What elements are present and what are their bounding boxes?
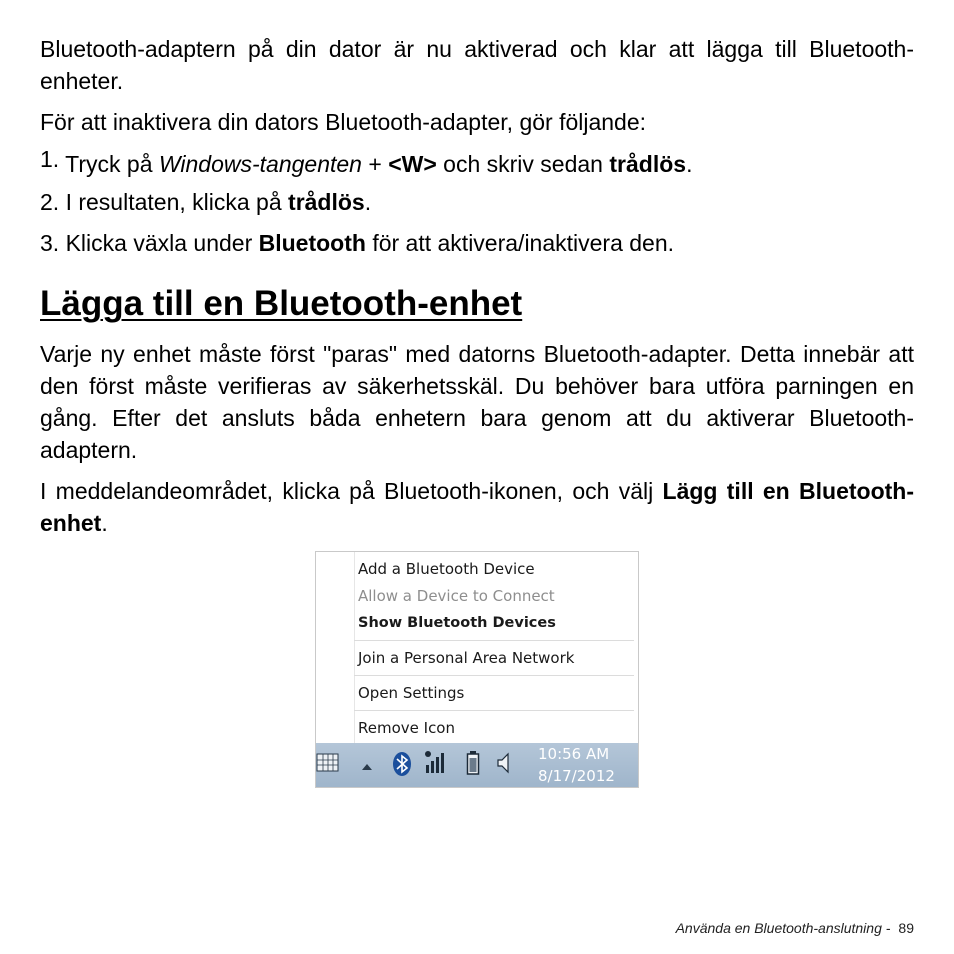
menu-item-show-devices[interactable]: Show Bluetooth Devices bbox=[358, 615, 556, 631]
step-2: 2. I resultaten, klicka på trådlös. bbox=[40, 189, 372, 215]
clock-time: 10:56 AM bbox=[538, 745, 610, 763]
intro-paragraph-2: För att inaktivera din dators Bluetooth-adapter, gör följande: bbox=[40, 109, 647, 135]
context-menu bbox=[316, 552, 638, 743]
footer-title: Använda en Bluetooth-anslutning - bbox=[675, 920, 891, 936]
section-paragraph-2: I meddelandeområdet, klicka på Bluetooth-ikonen, och välj Lägg till en Bluetooth-enhet. bbox=[40, 478, 914, 536]
bluetooth-text: Bluetooth bbox=[258, 230, 366, 256]
speaker-icon[interactable] bbox=[496, 750, 512, 784]
clock-date: 8/17/2012 bbox=[538, 767, 615, 785]
signal-icon[interactable] bbox=[424, 749, 446, 783]
wireless-text: trådlös bbox=[609, 151, 687, 177]
page-footer bbox=[676, 918, 914, 938]
keyboard-icon[interactable] bbox=[316, 752, 340, 782]
menu-item-add-device[interactable]: Add a Bluetooth Device bbox=[358, 560, 535, 578]
add-device-text: Lägg till en Bluetooth-enhet bbox=[40, 478, 914, 536]
menu-separator bbox=[354, 675, 634, 676]
step-1-number: 1. bbox=[40, 146, 60, 172]
wireless-text: trådlös bbox=[288, 189, 365, 215]
bluetooth-menu-screenshot bbox=[315, 551, 639, 788]
step-2-number: 2. bbox=[40, 189, 60, 215]
menu-item-open-settings[interactable]: Open Settings bbox=[358, 684, 465, 702]
menu-separator bbox=[354, 640, 634, 641]
menu-item-allow-device[interactable]: Allow a Device to Connect bbox=[358, 587, 555, 605]
intro-paragraph-1: Bluetooth-adaptern på din dator är nu aktiverad och klar att lägga till Bluetooth-enheter. bbox=[40, 36, 914, 94]
w-key-text: <W> bbox=[388, 151, 437, 177]
menu-item-join-pan[interactable]: Join a Personal Area Network bbox=[358, 649, 575, 667]
taskbar-clock[interactable] bbox=[538, 743, 615, 787]
step-3: 3. Klicka växla under Bluetooth för att aktivera/inaktivera den. bbox=[40, 230, 675, 256]
step-1: 1. Tryck på Windows-tangenten + <W> och skriv sedan trådlös. bbox=[40, 146, 693, 177]
menu-gutter bbox=[316, 552, 355, 743]
section-heading: Lägga till en Bluetooth-enhet bbox=[40, 284, 523, 323]
chevron-up-icon[interactable] bbox=[360, 755, 374, 781]
battery-icon[interactable] bbox=[466, 750, 480, 784]
menu-item-remove-icon[interactable]: Remove Icon bbox=[358, 719, 455, 737]
step-3-number: 3. bbox=[40, 230, 60, 256]
section-paragraph-1: Varje ny enhet måste först "paras" med datorns Bluetooth-adapter. Detta innebär att den först måste verifieras av säkerhetsskäl. Du behöver bara utföra parningen en gång. Efter det ansluts båda enhetern bara genom att du aktiverar Bluetooth-adaptern. bbox=[40, 341, 914, 463]
windows-key-text: Windows-tangenten bbox=[158, 151, 362, 177]
menu-separator bbox=[354, 710, 634, 711]
taskbar bbox=[316, 743, 638, 787]
page-number: 89 bbox=[898, 920, 914, 936]
bluetooth-icon[interactable] bbox=[392, 751, 412, 785]
